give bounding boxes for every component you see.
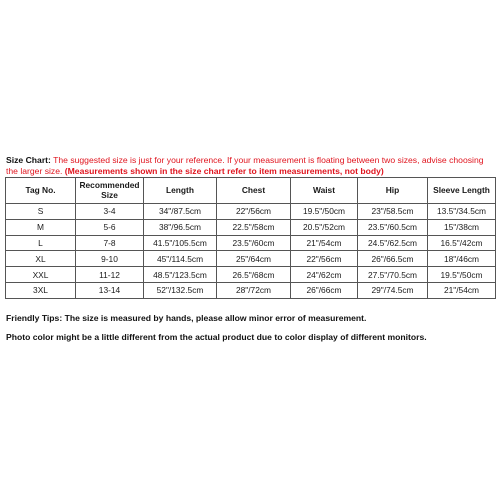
table-cell: 22"/56cm: [291, 251, 358, 267]
header-sleeve-length: Sleeve Length: [428, 178, 496, 204]
size-chart-label: Size Chart:: [6, 155, 51, 165]
table-cell: 21"/54cm: [428, 282, 496, 298]
table-row: [6, 251, 496, 267]
table-row: [6, 267, 496, 283]
size-chart-measurement-note: (Measurements shown in the size chart refer to item measurements, not body): [64, 165, 384, 176]
table-cell: 21"/54cm: [291, 235, 358, 251]
table-cell: 19.5"/50cm: [428, 267, 496, 283]
table-cell: 3XL: [6, 282, 76, 298]
table-cell: 24.5"/62.5cm: [358, 235, 428, 251]
table-header-row: [6, 178, 496, 204]
table-cell: 22"/56cm: [217, 204, 291, 220]
table-cell: 25"/64cm: [217, 251, 291, 267]
table-cell: 18"/46cm: [428, 251, 496, 267]
table-cell: XXL: [6, 267, 76, 283]
table-cell: 52"/132.5cm: [144, 282, 217, 298]
table-cell: 26"/66.5cm: [358, 251, 428, 267]
size-chart-table: [5, 177, 496, 299]
table-cell: 24"/62cm: [291, 267, 358, 283]
table-cell: 34"/87.5cm: [144, 204, 217, 220]
table-cell: 16.5"/42cm: [428, 235, 496, 251]
table-cell: 41.5"/105.5cm: [144, 235, 217, 251]
table-cell: 26"/66cm: [291, 282, 358, 298]
size-chart-note: The suggested size is just for your reference. If your measurement is floating between two sizes, advise choosing the larger size.: [6, 155, 484, 176]
table-row: [6, 219, 496, 235]
table-cell: 22.5"/58cm: [217, 219, 291, 235]
table-cell: 23.5"/60cm: [217, 235, 291, 251]
table-cell: 38"/96.5cm: [144, 219, 217, 235]
table-cell: 7-8: [76, 235, 144, 251]
table-cell: M: [6, 219, 76, 235]
table-cell: 13-14: [76, 282, 144, 298]
header-hip: Hip: [358, 178, 428, 204]
table-row: [6, 282, 496, 298]
table-cell: 19.5"/50cm: [291, 204, 358, 220]
table-cell: 29"/74.5cm: [358, 282, 428, 298]
table-cell: 11-12: [76, 267, 144, 283]
header-tag-no: Tag No.: [6, 178, 76, 204]
table-cell: 3-4: [76, 204, 144, 220]
photo-color-note: Photo color might be a little different from the actual product due to color display of different monitors.: [6, 332, 427, 342]
size-chart-intro: [6, 155, 494, 176]
header-waist: Waist: [291, 178, 358, 204]
table-cell: 27.5"/70.5cm: [358, 267, 428, 283]
table-cell: 28"/72cm: [217, 282, 291, 298]
table-cell: L: [6, 235, 76, 251]
table-cell: 26.5"/68cm: [217, 267, 291, 283]
table-cell: 20.5"/52cm: [291, 219, 358, 235]
table-cell: 9-10: [76, 251, 144, 267]
header-recommended-size: Recommended Size: [76, 178, 144, 204]
table-row: [6, 235, 496, 251]
header-chest: Chest: [217, 178, 291, 204]
header-length: Length: [144, 178, 217, 204]
table-cell: 45"/114.5cm: [144, 251, 217, 267]
table-cell: 23"/58.5cm: [358, 204, 428, 220]
table-cell: 48.5"/123.5cm: [144, 267, 217, 283]
table-cell: 13.5"/34.5cm: [428, 204, 496, 220]
table-cell: 15"/38cm: [428, 219, 496, 235]
table-cell: S: [6, 204, 76, 220]
table-cell: 5-6: [76, 219, 144, 235]
table-row: [6, 204, 496, 220]
friendly-tips: Friendly Tips: The size is measured by hands, please allow minor error of measurement.: [6, 313, 367, 323]
table-cell: 23.5"/60.5cm: [358, 219, 428, 235]
table-cell: XL: [6, 251, 76, 267]
